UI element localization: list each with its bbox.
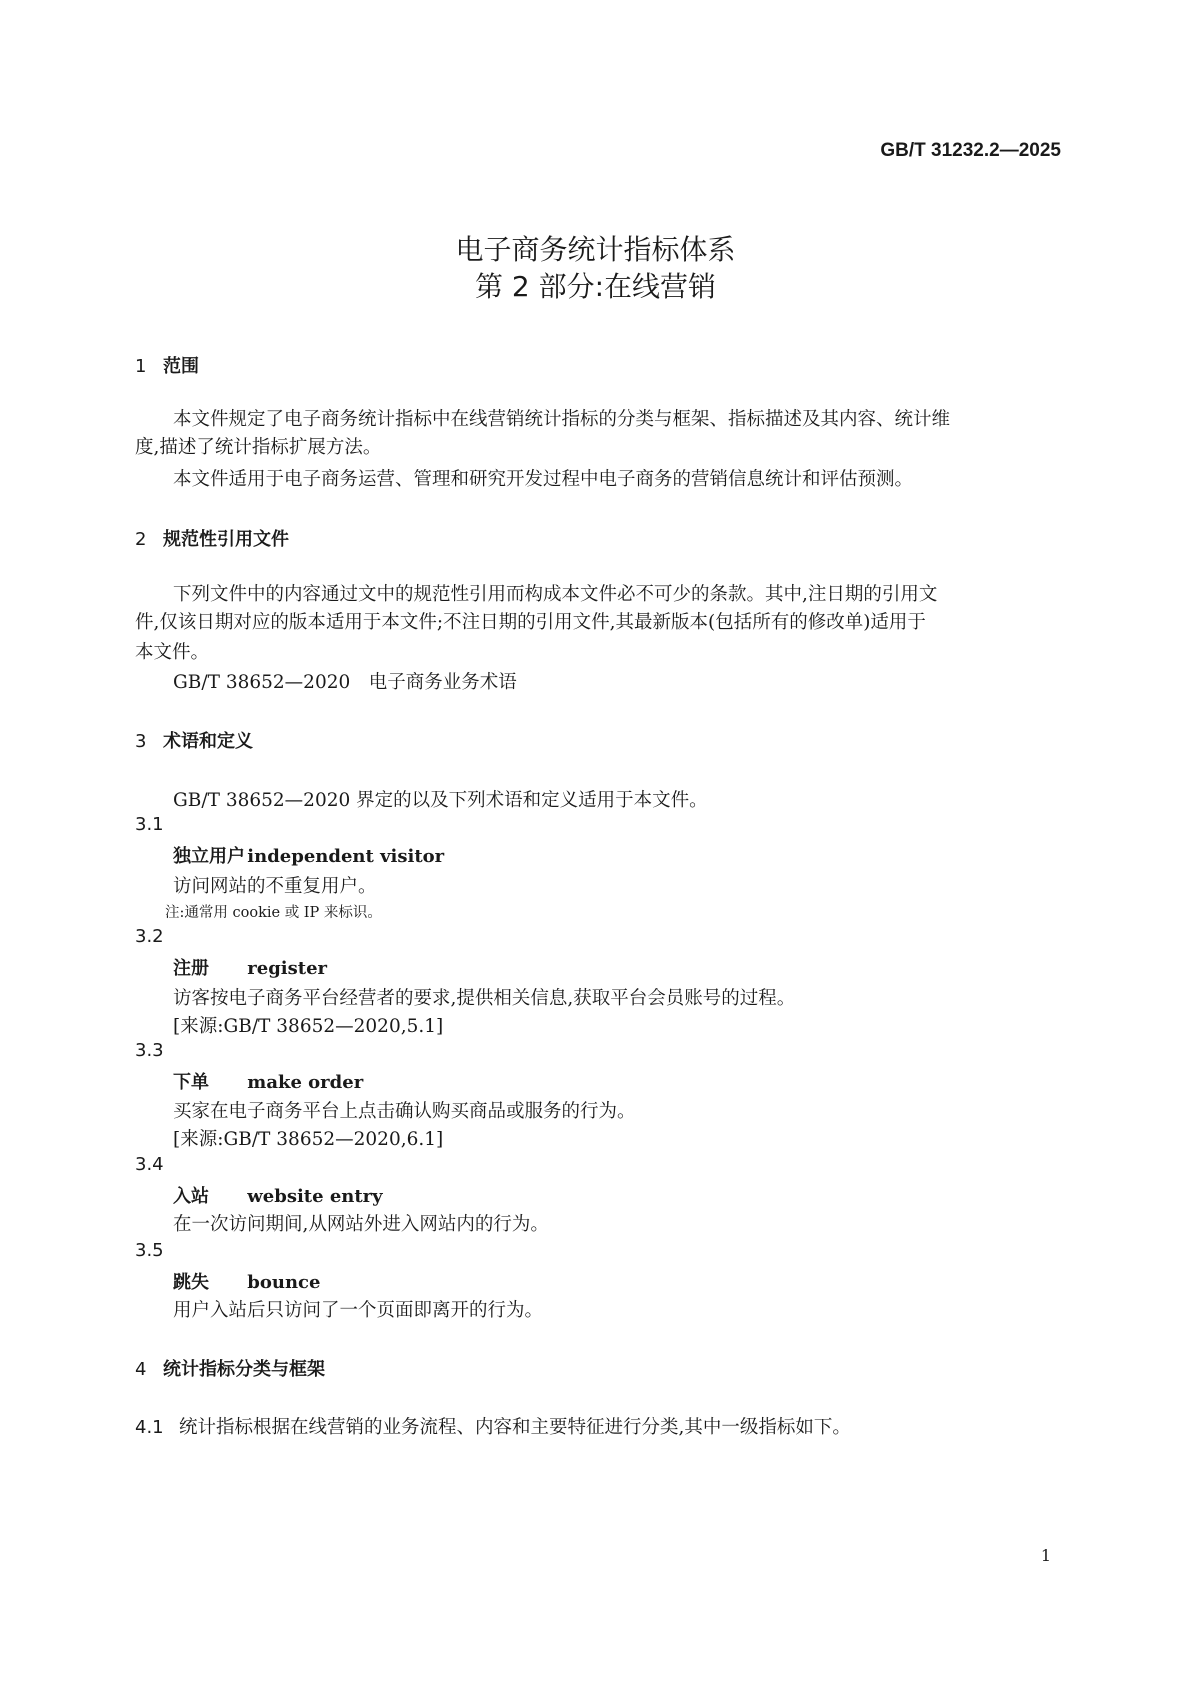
term-heading [173,954,327,980]
section-2-paragraph-line-2: 件,仅该日期对应的版本适用于本文件;不注日期的引用文件,其最新版本(包括所有的修改单)适用于 [135,612,926,633]
term-heading [173,1268,320,1294]
section-number: 1 [135,356,147,377]
term-definition: 买家在电子商务平台上点击确认购买商品或服务的行为。 [173,1101,636,1122]
section-number: 2 [135,529,147,550]
term-number: 3.4 [135,1154,164,1175]
term-heading [173,1068,363,1094]
page-number: 1 [1040,1546,1051,1565]
term-english: website entry [247,1186,383,1207]
term-definition: 在一次访问期间,从网站外进入网站内的行为。 [173,1214,549,1235]
term-english: independent visitor [247,846,445,867]
standard-code: GB/T 31232.2—2025 [880,140,1061,161]
section-1-paragraph-1-line-2: 度,描述了统计指标扩展方法。 [135,437,382,458]
term-number: 3.3 [135,1040,164,1061]
clause-4-1 [135,1413,851,1439]
normative-reference: GB/T 38652—2020 电子商务业务术语 [173,672,517,693]
section-3-heading [135,727,253,753]
term-heading [173,842,444,868]
section-2-paragraph-line-3: 本文件。 [135,642,210,663]
term-heading [173,1182,383,1208]
section-4-heading [135,1355,325,1381]
term-chinese: 跳失 [173,1272,209,1293]
term-english: register [247,958,328,979]
term-definition: 访问网站的不重复用户。 [173,876,377,897]
section-1-paragraph-1-line-1: 本文件规定了电子商务统计指标中在线营销统计指标的分类与框架、指标描述及其内容、统计维 [173,409,951,430]
term-english: bounce [247,1272,321,1293]
document-subtitle: 第 2 部分:在线营销 [474,270,717,303]
term-chinese: 独立用户 [173,846,245,867]
term-number: 3.1 [135,814,164,835]
section-title: 统计指标分类与框架 [163,1359,325,1380]
section-1-heading [135,352,199,378]
term-number: 3.2 [135,926,164,947]
term-note: 注:通常用 cookie 或 IP 来标识。 [165,905,382,921]
section-number: 4 [135,1359,147,1380]
term-definition: 用户入站后只访问了一个页面即离开的行为。 [173,1300,544,1321]
term-chinese: 入站 [173,1186,209,1207]
clause-text: 统计指标根据在线营销的业务流程、内容和主要特征进行分类,其中一级指标如下。 [179,1417,851,1438]
section-title: 范围 [163,356,199,377]
term-definition: 访客按电子商务平台经营者的要求,提供相关信息,获取平台会员账号的过程。 [173,988,796,1009]
term-number: 3.5 [135,1240,164,1261]
section-title: 规范性引用文件 [163,529,289,550]
term-source: [来源:GB/T 38652—2020,5.1] [173,1016,444,1037]
section-title: 术语和定义 [163,731,253,752]
term-english: make order [247,1072,364,1093]
term-chinese: 注册 [173,958,209,979]
section-2-heading [135,525,289,551]
term-chinese: 下单 [173,1072,209,1093]
document-title: 电子商务统计指标体系 [455,233,736,266]
section-1-paragraph-2: 本文件适用于电子商务运营、管理和研究开发过程中电子商务的营销信息统计和评估预测。 [173,469,914,490]
section-3-intro: GB/T 38652—2020 界定的以及下列术语和定义适用于本文件。 [173,790,708,811]
section-2-paragraph-line-1: 下列文件中的内容通过文中的规范性引用而构成本文件必不可少的条款。其中,注日期的引用文 [173,584,938,605]
term-source: [来源:GB/T 38652—2020,6.1] [173,1129,444,1150]
section-number: 3 [135,731,147,752]
clause-number: 4.1 [135,1417,164,1438]
